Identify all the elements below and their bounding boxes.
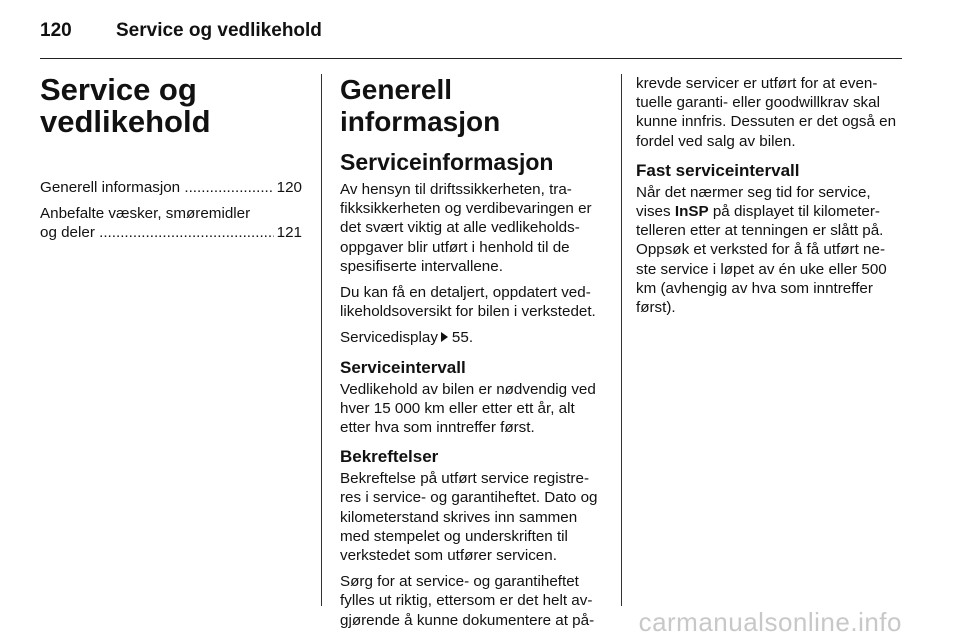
- chapter-title: Service og vedlikehold: [40, 72, 211, 139]
- toc-page[interactable]: 120: [276, 179, 302, 196]
- cross-reference[interactable]: Servicedisplay 55.: [340, 329, 474, 347]
- display-code: InSP: [674, 203, 709, 221]
- paragraph: krevde servicer er utført for at eventuelle garanti- eller goodwillkrav skal kunne innfris. Dessuten er det også en fordel ved salg av bilen.: [636, 75, 897, 150]
- reference-arrow-icon: [441, 332, 448, 342]
- paragraph: Bekreftelse på utført service registreres i service- og garantiheftet. Dato og kilometerstand skrives inn sammen med stempelet og underskriften til verkstedet som utfører servicen.: [340, 470, 598, 565]
- column-divider: [321, 74, 322, 606]
- page-header: [40, 20, 322, 42]
- header-rule: [40, 58, 902, 59]
- toc-page[interactable]: 121: [276, 224, 302, 242]
- chapter-column: [40, 74, 302, 243]
- paragraph: Vedlikehold av bilen er nødvendig ved hver 15 000 km eller etter ett år, alt etter hva som inntreffer først.: [340, 380, 596, 437]
- section-heading: Bekreftelser: [340, 447, 439, 467]
- right-column: [636, 74, 898, 324]
- toc-label[interactable]: Generell informasjon .....: [40, 178, 274, 197]
- watermark: carmanualsonline.info: [638, 607, 902, 637]
- running-title: Service og vedlikehold: [116, 20, 322, 41]
- paragraph: Du kan få en detaljert, oppdatert vedlikeholdsoversikt for bilen i verkstedet.: [340, 284, 596, 321]
- toc-entry[interactable]: [40, 204, 302, 242]
- column-divider: [621, 74, 622, 606]
- paragraph: Sørg for at service- og garantiheftet fylles ut riktig, ettersom er det helt avgjørende å kunne dokumentere at på-: [340, 573, 595, 629]
- paragraph: Når det nærmer seg tid for service, vises InSP på displayet til kilometertelleren etter at tenningen er slått på. Oppsøk et verksted for å få utført neste service i løpet av én uke eller 500 km (avhengig av hva som inntreffer først).: [636, 183, 887, 317]
- section-heading: Fast serviceintervall: [636, 160, 800, 180]
- main-column: [340, 74, 602, 637]
- toc-entry[interactable]: [40, 178, 302, 197]
- subsection-heading: Serviceinformasjon: [340, 149, 554, 175]
- toc-label[interactable]: Anbefalte væsker, smøremidler: [40, 205, 251, 223]
- toc-label[interactable]: og deler .....: [40, 223, 274, 242]
- page-number: 120: [40, 20, 72, 41]
- section-heading: Serviceintervall: [340, 357, 466, 377]
- paragraph: Av hensyn til driftssikkerheten, trafikksikkerheten og verdibevaringen er det svært viktig at alle vedlikeholdsoppgaver blir utført i henhold til de spesifiserte intervallene.: [340, 181, 592, 275]
- section-heading: Generell informasjon: [340, 74, 501, 137]
